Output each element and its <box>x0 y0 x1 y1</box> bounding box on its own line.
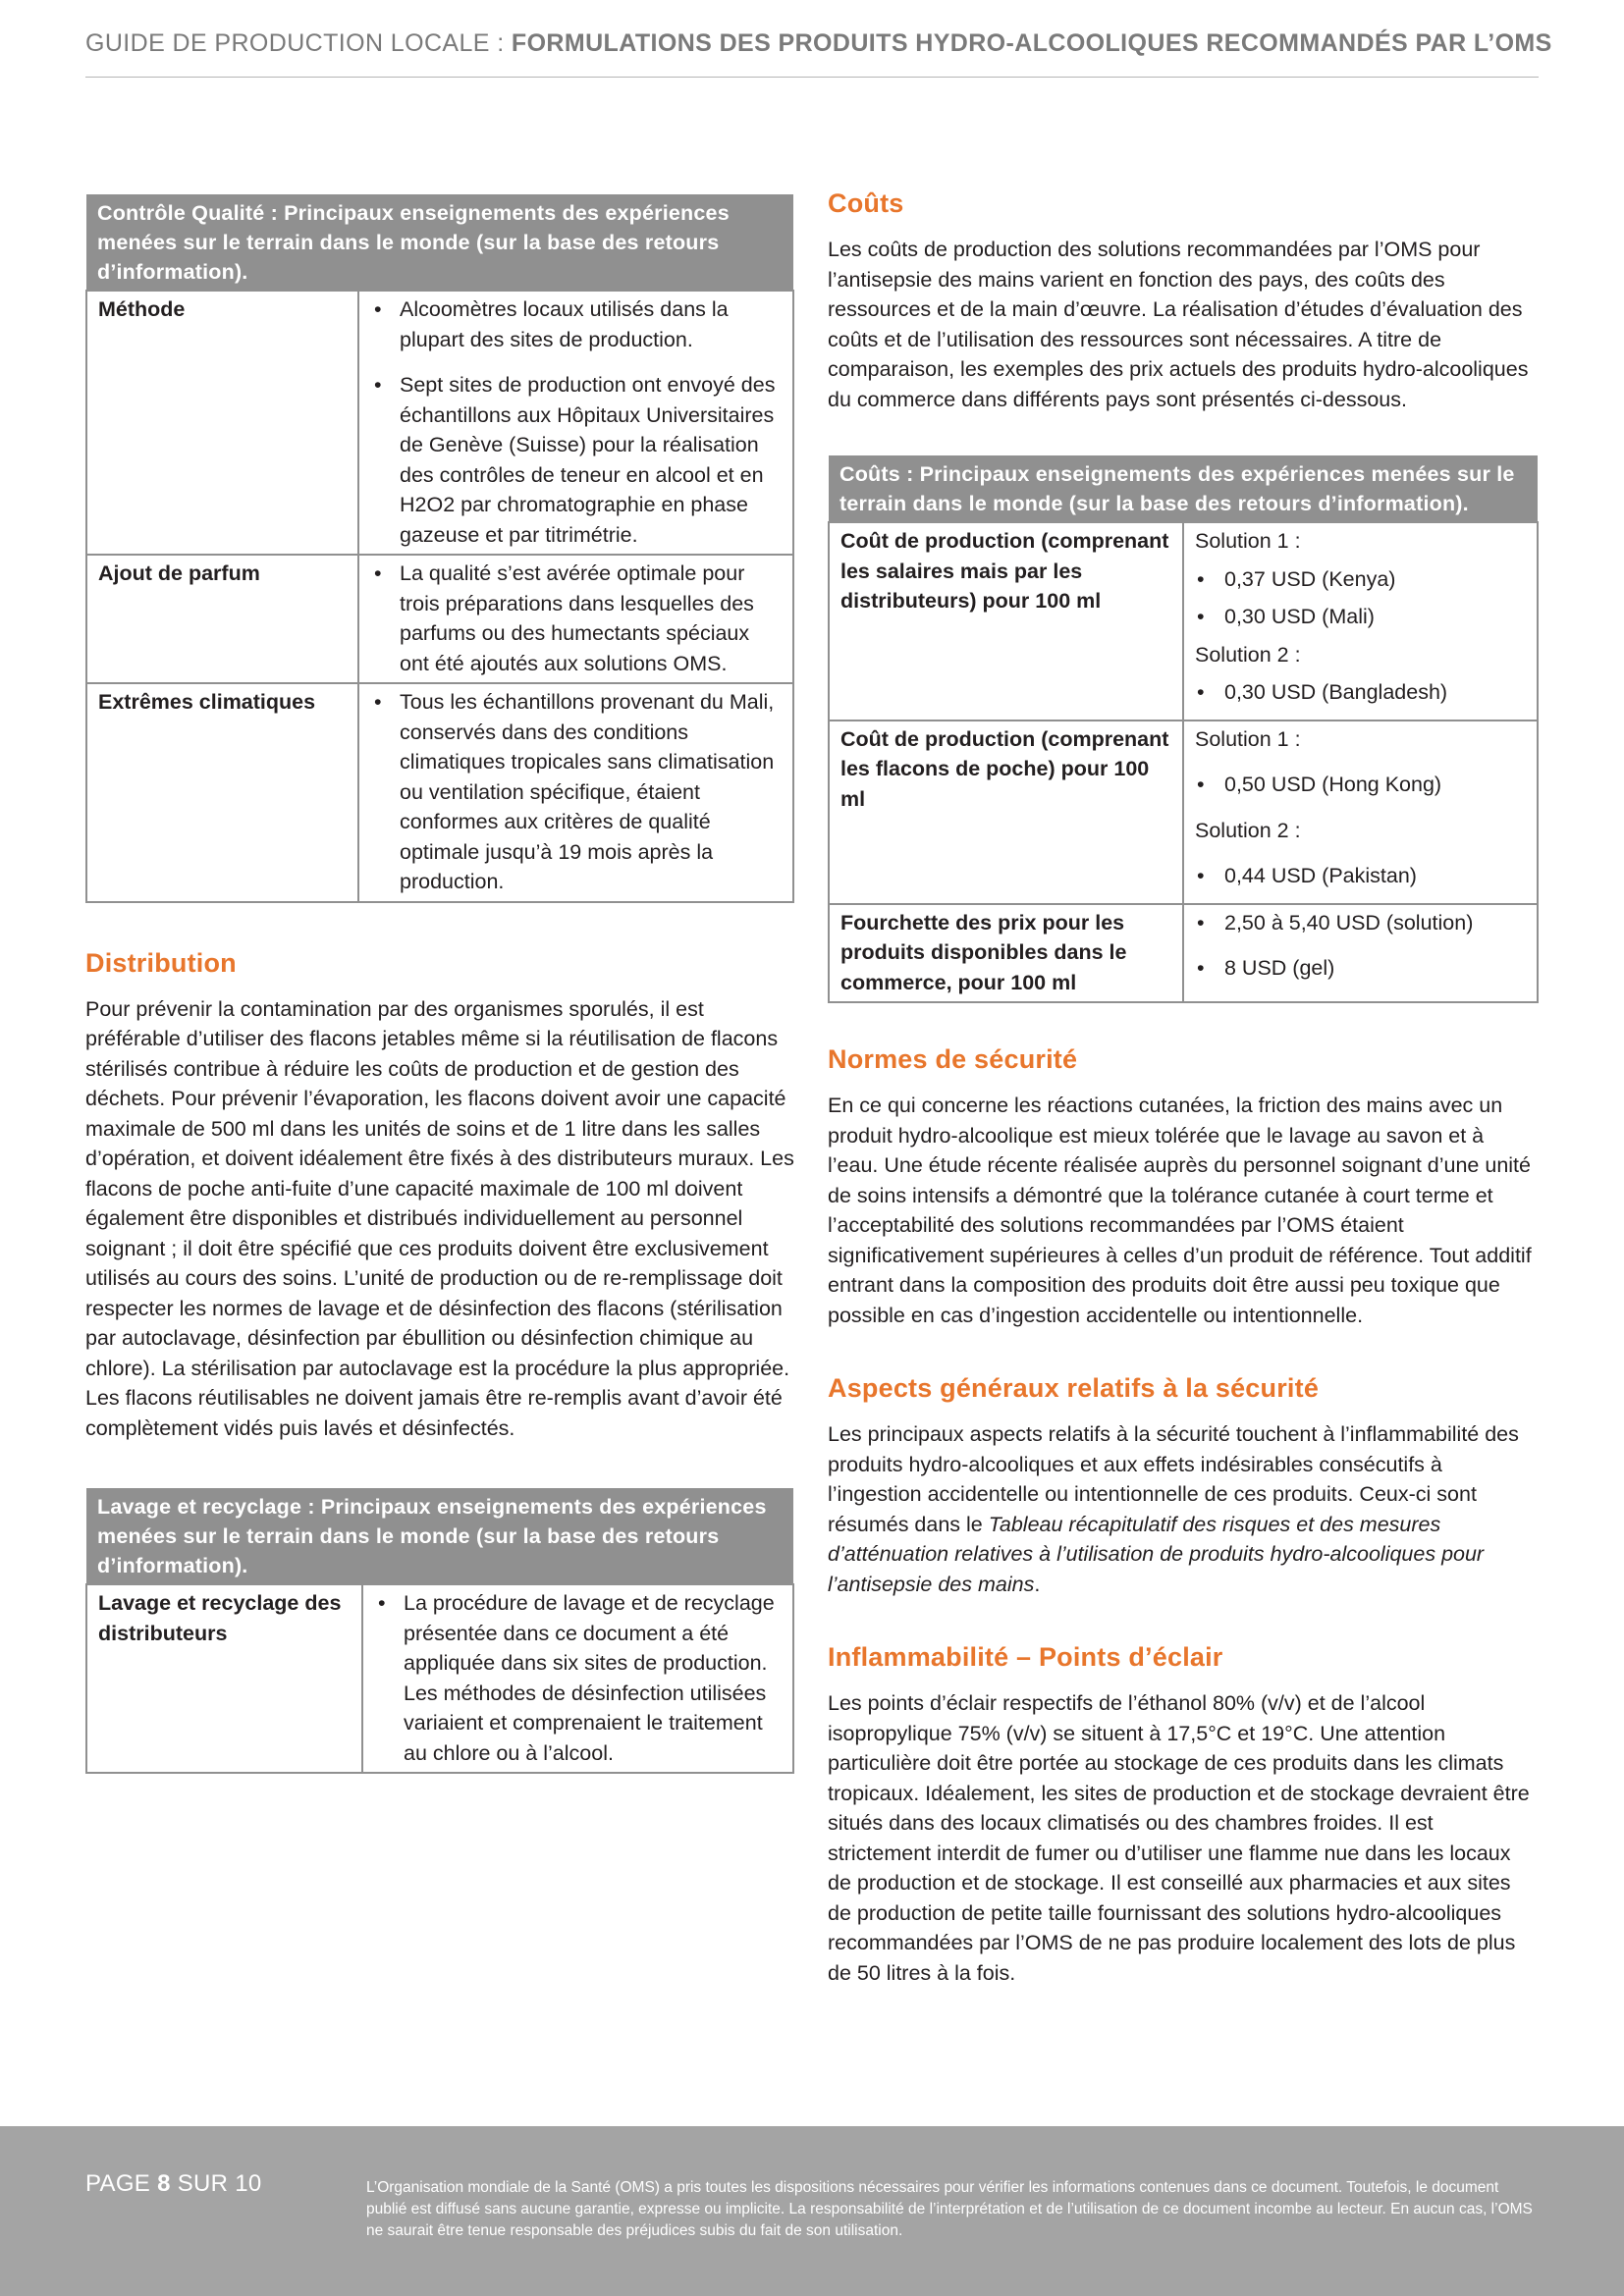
list-item: • La qualité s’est avérée optimale pour trois préparations dans lesquelles des parfums ou des humectants spéciaux ont été ajoutés aux solutions OMS. <box>370 559 782 678</box>
costs-text: Les coûts de production des solutions recommandées par l’OMS pour l’antisepsie des mains varient en fonction des pays, des coûts des ressources et de la main d’œuvre. La réalisation d’études d’évaluation des coûts et de l’utilisation des ressources sont nécessaires. A titre de comparaison, les exemples des prix actuels des produits hydro-alcooliques du commerce dans différents pays sont présentés ci-dessous. <box>828 238 1529 411</box>
flammability-text: Les points d’éclair respectifs de l’éthanol 80% (v/v) et de l’alcool isopropylique 75% (v/v) se situent à 17,5°C et 19°C. Une attention particulière doit être portée au stockage de ces produits dans les climats tropicaux. Idéalement, les sites de production et de stockage devraient être situés dans des locaux climatisés ou des chambres froides. Il est strictement interdit de fumer ou d’utiliser une flamme nue dans les locaux de production et de stockage. Il est conseillé aux pharmacies et aux sites de production de petite taille fournissant des solutions hydro-alcooliques recommandées par l’OMS de ne pas produire localement des lots de plus de 50 litres à la fois. <box>828 1691 1530 1985</box>
flammability-heading: Inflammabilité – Points d’éclair <box>828 1642 1223 1672</box>
distribution-text: Pour prévenir la contamination par des organismes sporulés, il est préférable d’utiliser des flacons jetables même si la réutilisation de flacons stérilisés contribue à réduire les coûts de production et de gestion des déchets. Pour prévenir l’évaporation, les flacons doivent avoir une capacité maximale de 500 ml dans les unités de soins et de 1 litre dans les salles d’opération, et doivent idéalement être fixés à des distributeurs muraux. Les flacons de poche anti-fuite d’une capacité maximale de 100 ml doivent également être disponibles et distribués individuellement au personnel soignant ; il doit être spécifié que ces produits doivent être exclusivement utilisés au cours des soins. L’unité de production ou de re-remplissage doit respecter les normes de lavage et de désinfection des flacons (stérilisation par autoclavage, désinfection par ébullition ou désinfection chimique au chlore). La stérilisation par autoclavage est la procédure la plus appropriée. Les flacons réutilisables ne doivent jamais être re-remplis avant d’avoir été complètement vidés puis lavés et désinfectés. <box>85 996 794 1440</box>
right-column <box>828 187 1539 1988</box>
quality-control-table <box>85 194 794 903</box>
table-row <box>829 904 1538 1003</box>
row-content <box>1183 721 1538 904</box>
general-safety-heading: Aspects généraux relatifs à la sécurité <box>828 1373 1320 1403</box>
general-safety-text <box>828 1419 1539 1599</box>
costs-table-title: Coûts : Principaux enseignements des expériences menées sur le terrain dans le monde (sur la base des retours d’information). <box>829 455 1538 522</box>
safety-norms-heading: Normes de sécurité <box>828 1044 1078 1074</box>
table-row <box>86 683 793 902</box>
row-content <box>358 291 793 555</box>
page-footer <box>0 2126 1624 2296</box>
row-label: Lavage et recyclage des distributeurs <box>86 1584 362 1773</box>
solution-title: Solution 2 : <box>1195 642 1301 667</box>
summary-table-reference: Tableau récapitulatif des risques et des mesures d’atténuation relatives à l’utilisation de produits hydro-alcooliques pour l’antisepsie des mains <box>828 1512 1485 1596</box>
row-content <box>1183 904 1538 1003</box>
recycling-table <box>85 1488 794 1774</box>
distribution-heading: Distribution <box>85 947 237 978</box>
row-label: Méthode <box>86 291 358 555</box>
list-item: • Sept sites de production ont envoyé des échantillons aux Hôpitaux Universitaires de Genève (Suisse) pour la réalisation des contrôles de teneur en alcool et en H2O2 par chromatographie en phase gazeuse et par titrimétrie. <box>370 370 782 550</box>
row-label: Coût de production (comprenant les flacons de poche) pour 100 ml <box>829 721 1183 904</box>
list-item: • 0,44 USD (Pakistan) <box>1195 861 1526 891</box>
table-row <box>829 522 1538 721</box>
row-content <box>1183 522 1538 721</box>
solution-title: Solution 1 : <box>1195 726 1301 751</box>
costs-table <box>828 455 1539 1003</box>
general-safety-text-end: . <box>1034 1572 1041 1596</box>
disclaimer: L’Organisation mondiale de la Santé (OMS) a pris toutes les dispositions nécessaires pour vérifier les informations contenues dans ce document. Toutefois, le document publié est diffusé sans aucune garantie, expresse ou implicite. La responsabilité de l’interprétation et de l’utilisation de ce document incombe au lecteur. En aucun cas, l’OMS ne saurait être tenue responsable des préjudices subis du fait de son utilisation. <box>366 2179 1533 2239</box>
table-row <box>86 555 793 683</box>
row-label: Coût de production (comprenant les salaires mais par les distributeurs) pour 100 ml <box>829 522 1183 721</box>
row-label: Fourchette des prix pour les produits disponibles dans le commerce, pour 100 ml <box>829 904 1183 1003</box>
general-safety-text-start: Les principaux aspects relatifs à la sécurité touchent à l’inflammabilité des produits hydro-alcooliques et aux effets indésirables consécutifs à l’ingestion accidentelle ou intentionnelle de ces produits. Ceux-ci sont résumés dans le <box>828 1422 1519 1536</box>
table-row <box>86 291 793 555</box>
row-content <box>358 683 793 902</box>
solution-title: Solution 1 : <box>1195 529 1301 553</box>
recycling-table-title: Lavage et recyclage : Principaux enseignements des expériences menées sur le terrain dans le monde (sur la base des retours d’information). <box>86 1488 793 1584</box>
header-prefix: GUIDE DE PRODUCTION LOCALE : <box>85 29 505 57</box>
list-item: • 0,30 USD (Bangladesh) <box>1195 677 1526 708</box>
header-title: FORMULATIONS DES PRODUITS HYDRO-ALCOOLIQUES RECOMMANDÉS PAR L’OMS <box>511 29 1552 57</box>
table-row <box>86 1584 793 1773</box>
row-label: Extrêmes climatiques <box>86 683 358 902</box>
list-item: • Tous les échantillons provenant du Mali, conservés dans des conditions climatiques tropicales sans climatisation ou ventilation spécifique, étaient conformes aux critères de qualité optimale jusqu’à 19 mois après la production. <box>370 687 782 897</box>
safety-norms-text: En ce qui concerne les réactions cutanées, la friction des mains avec un produit hydro-alcoolique est mieux tolérée que le lavage au savon et à l’eau. Une étude récente réalisée auprès du personnel soignant d’une unité de soins intensifs a démontré que la tolérance cutanée à court terme et l’acceptabilité des solutions recommandées par l’OMS étaient significativement supérieures à celles d’un produit de référence. Tout additif entrant dans la composition des produits doit être aussi peu toxique que possible en cas d’ingestion accidentelle ou intentionnelle. <box>828 1094 1532 1327</box>
page-suffix: SUR 10 <box>177 2170 262 2197</box>
current-page: 8 <box>157 2170 171 2197</box>
table-row <box>829 721 1538 904</box>
row-content <box>358 555 793 683</box>
list-item: • 2,50 à 5,40 USD (solution) <box>1195 908 1526 938</box>
list-item: • Alcoomètres locaux utilisés dans la plupart des sites de production. <box>370 294 782 354</box>
list-item: • 0,50 USD (Hong Kong) <box>1195 770 1526 800</box>
left-column <box>85 194 794 1774</box>
list-item: • 0,37 USD (Kenya) <box>1195 564 1526 595</box>
costs-heading: Coûts <box>828 188 904 218</box>
quality-control-table-title: Contrôle Qualité : Principaux enseignements des expériences menées sur le terrain dans le monde (sur la base des retours d’information). <box>86 194 793 291</box>
solution-title: Solution 2 : <box>1195 818 1301 842</box>
list-item: • 8 USD (gel) <box>1195 953 1526 984</box>
page-prefix: PAGE <box>85 2170 151 2197</box>
list-item: • La procédure de lavage et de recyclage présentée dans ce document a été appliquée dans six sites de production. Les méthodes de désinfection utilisées variaient et comprenaient le traitement au chlore ou à l’alcool. <box>374 1588 782 1768</box>
header-divider <box>85 77 1539 78</box>
running-header <box>85 29 1552 58</box>
list-item: • 0,30 USD (Mali) <box>1195 602 1526 632</box>
page-number <box>85 2170 262 2198</box>
row-label: Ajout de parfum <box>86 555 358 683</box>
row-content <box>362 1584 793 1773</box>
